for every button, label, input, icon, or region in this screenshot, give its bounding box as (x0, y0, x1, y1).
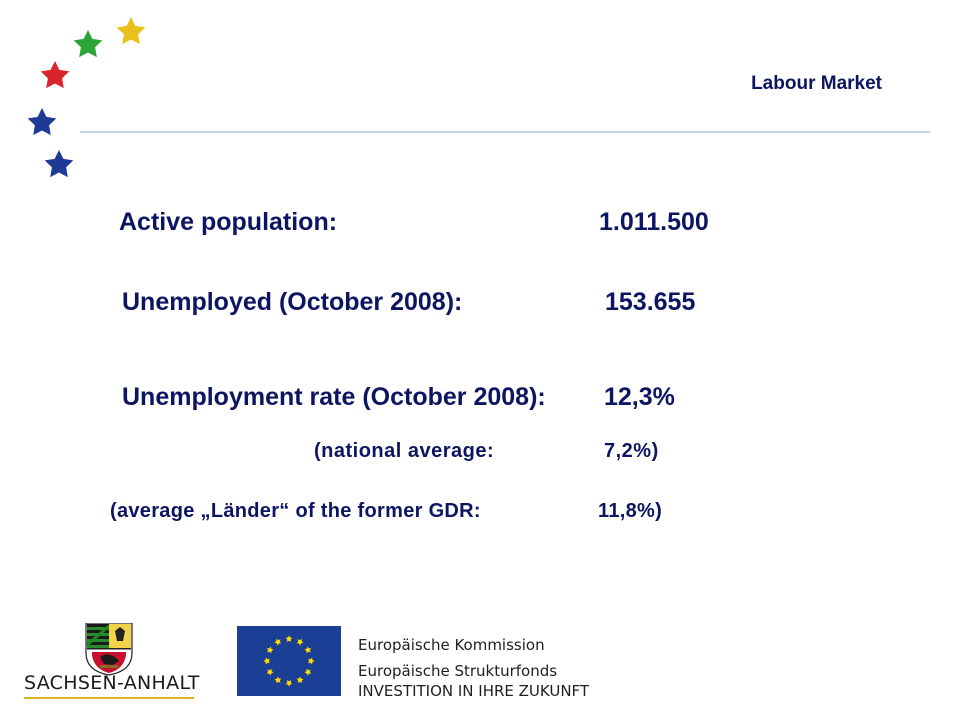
blue-star-icon (28, 108, 57, 135)
stat-label: (average „Länder“ of the former GDR: (110, 500, 481, 522)
star-arc-logo (0, 0, 170, 200)
eu-commission-label: Europäische Kommission (358, 636, 545, 654)
eu-structural-funds-label: Europäische Strukturfonds (358, 662, 558, 680)
stat-label: Active population: (119, 208, 338, 236)
stat-label: Unemployed (October 2008): (122, 288, 463, 316)
stat-label: (national average: (314, 440, 495, 462)
sachsen-anhalt-wordmark: SACHSEN-ANHALT (24, 672, 200, 694)
stat-value: 12,3% (604, 383, 675, 411)
stat-value: 1.011.500 (599, 208, 709, 236)
stat-row (110, 500, 663, 523)
stat-row (314, 440, 659, 463)
blue-star-icon (45, 150, 74, 177)
red-star-icon (41, 61, 70, 88)
stat-value: 153.655 (605, 288, 696, 316)
stat-label: Unemployment rate (October 2008): (122, 383, 546, 411)
page-title: Labour Market (751, 73, 882, 94)
stat-value: 11,8%) (598, 500, 663, 522)
eu-slogan-label: INVESTITION IN IHRE ZUKUNFT (358, 682, 590, 700)
stat-row (119, 208, 709, 237)
stat-value: 7,2%) (604, 440, 659, 462)
logo-underline (24, 697, 194, 699)
yellow-star-icon (117, 17, 146, 44)
eu-flag-icon (237, 626, 341, 696)
stat-row (122, 383, 675, 412)
green-star-icon (74, 30, 103, 57)
stat-row (122, 288, 696, 317)
header-divider (80, 131, 930, 133)
